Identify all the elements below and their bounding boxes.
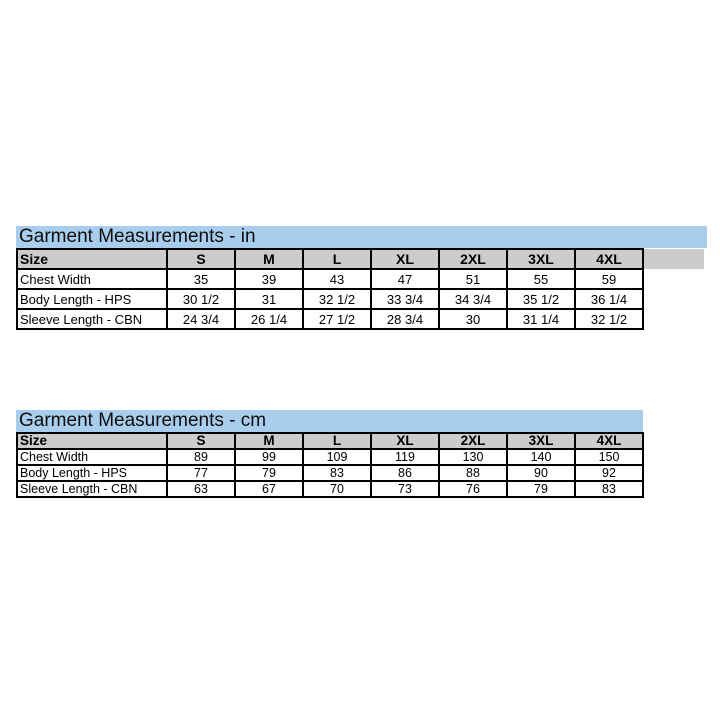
table-cell: 31: [235, 289, 303, 309]
measurements-table-cm: [16, 432, 644, 498]
size-s-header: S: [167, 249, 235, 269]
table-cell: 55: [507, 269, 575, 289]
table-row: [17, 449, 643, 465]
table-cell: 130: [439, 449, 507, 465]
table-cell: 73: [371, 481, 439, 497]
table-cell: 31 1/4: [507, 309, 575, 329]
table-cell: 24 3/4: [167, 309, 235, 329]
row-label: Chest Width: [17, 449, 167, 465]
table-cell: 30 1/2: [167, 289, 235, 309]
table-cell: 92: [575, 465, 643, 481]
table-cell: 32 1/2: [575, 309, 643, 329]
table-cell: 67: [235, 481, 303, 497]
row-label: Body Length - HPS: [17, 289, 167, 309]
size-xl-header: XL: [371, 249, 439, 269]
table-cell: 35: [167, 269, 235, 289]
row-label: Sleeve Length - CBN: [17, 481, 167, 497]
size-xl-header: XL: [371, 433, 439, 449]
table-row: [17, 465, 643, 481]
table-cell: 27 1/2: [303, 309, 371, 329]
size-m-header: M: [235, 249, 303, 269]
size-chart-inches: [16, 226, 707, 330]
table-row: [17, 289, 705, 309]
table-cell: 86: [371, 465, 439, 481]
size-l-header: L: [303, 249, 371, 269]
size-chart-cm: [16, 410, 644, 498]
row-label: Body Length - HPS: [17, 465, 167, 481]
table-row: [17, 309, 705, 329]
size-l-header: L: [303, 433, 371, 449]
table-cell: 90: [507, 465, 575, 481]
row-label: Sleeve Length - CBN: [17, 309, 167, 329]
size-header: Size: [17, 249, 167, 269]
table-row: [17, 269, 705, 289]
table-cell: 36 1/4: [575, 289, 643, 309]
table-cell: 109: [303, 449, 371, 465]
table-cell: 32 1/2: [303, 289, 371, 309]
header-extension: [643, 249, 705, 269]
table-cell: 34 3/4: [439, 289, 507, 309]
table-cell: 28 3/4: [371, 309, 439, 329]
table-cell: 76: [439, 481, 507, 497]
size-3xl-header: 3XL: [507, 249, 575, 269]
table-cell: 150: [575, 449, 643, 465]
measurements-table-inches: [16, 248, 706, 330]
table-title-cm: Garment Measurements - cm: [16, 410, 643, 432]
size-header: Size: [17, 433, 167, 449]
row-label: Chest Width: [17, 269, 167, 289]
table-cell: 35 1/2: [507, 289, 575, 309]
table-cell: 88: [439, 465, 507, 481]
size-m-header: M: [235, 433, 303, 449]
header-row: [17, 249, 705, 269]
table-cell: 26 1/4: [235, 309, 303, 329]
table-cell: 99: [235, 449, 303, 465]
table-cell: 89: [167, 449, 235, 465]
table-cell: 51: [439, 269, 507, 289]
table-cell: 70: [303, 481, 371, 497]
table-cell: 59: [575, 269, 643, 289]
size-2xl-header: 2XL: [439, 433, 507, 449]
table-cell: 43: [303, 269, 371, 289]
table-cell: 119: [371, 449, 439, 465]
size-s-header: S: [167, 433, 235, 449]
table-cell: 79: [235, 465, 303, 481]
table-cell: 83: [575, 481, 643, 497]
table-cell: 83: [303, 465, 371, 481]
size-4xl-header: 4XL: [575, 433, 643, 449]
header-row: [17, 433, 643, 449]
table-row: [17, 481, 643, 497]
table-cell: 63: [167, 481, 235, 497]
table-cell: 140: [507, 449, 575, 465]
table-cell: 33 3/4: [371, 289, 439, 309]
table-cell: 30: [439, 309, 507, 329]
table-cell: 39: [235, 269, 303, 289]
table-cell: 79: [507, 481, 575, 497]
size-2xl-header: 2XL: [439, 249, 507, 269]
size-4xl-header: 4XL: [575, 249, 643, 269]
size-3xl-header: 3XL: [507, 433, 575, 449]
table-cell: 77: [167, 465, 235, 481]
table-cell: 47: [371, 269, 439, 289]
table-title-inches: Garment Measurements - in: [16, 226, 707, 248]
